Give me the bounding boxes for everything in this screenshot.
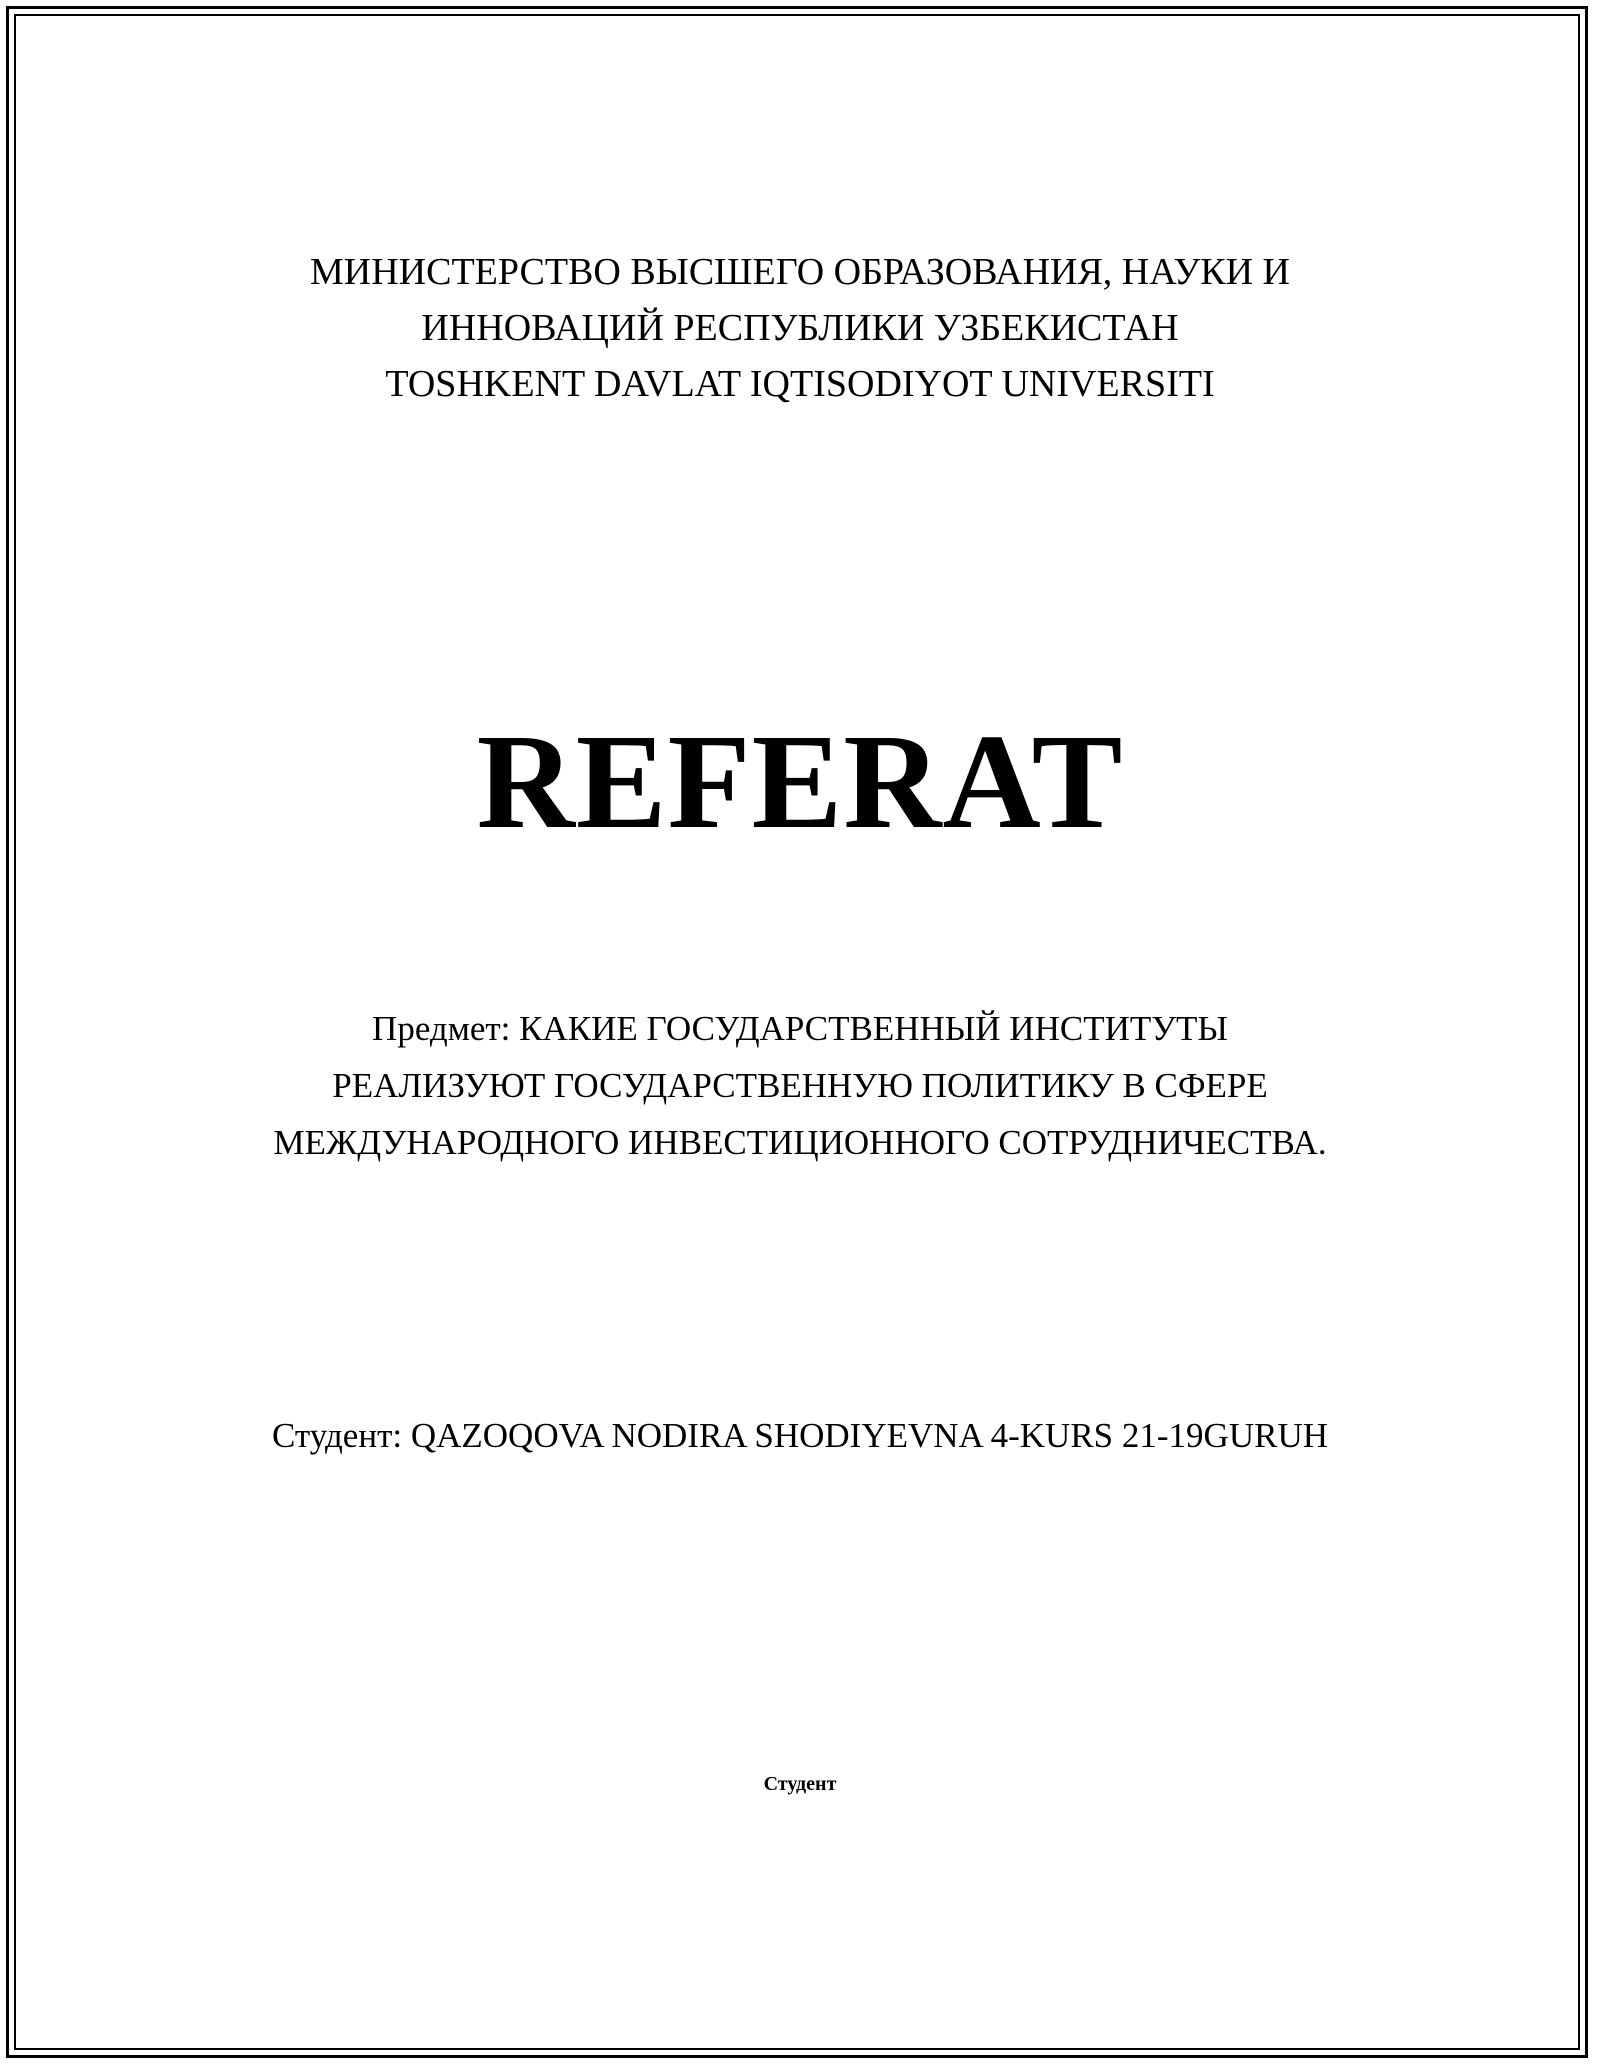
- student-label: Студент: [763, 1773, 837, 1795]
- document-title: REFERAT: [476, 707, 1124, 857]
- header-line-2: ИННОВАЦИЙ РЕСПУБЛИКИ УЗБЕКИСТАН: [421, 307, 1179, 349]
- subject-line-1: Предмет: КАКИЕ ГОСУДАРСТВЕННЫЙ ИНСТИТУТЫ: [372, 1009, 1228, 1048]
- header-line-1: МИНИСТЕРСТВО ВЫСШЕГО ОБРАЗОВАНИЯ, НАУКИ И: [310, 251, 1290, 293]
- student-info: Студент: QAZOQOVA NODIRA SHODIYEVNA 4-KURS 21-19GURUH: [271, 1416, 1328, 1455]
- subject-line-2: РЕАЛИЗУЮТ ГОСУДАРСТВЕННУЮ ПОЛИТИКУ В СФЕРЕ: [332, 1066, 1268, 1105]
- subject-block: [0, 1000, 1600, 1171]
- subject-line-3: МЕЖДУНАРОДНОГО ИНВЕСТИЦИОННОГО СОТРУДНИЧЕСТВА.: [273, 1123, 1327, 1162]
- institution-header: [0, 244, 1600, 412]
- header-line-3: TOSHKENT DAVLAT IQTISODIYOT UNIVERSITI: [385, 363, 1215, 405]
